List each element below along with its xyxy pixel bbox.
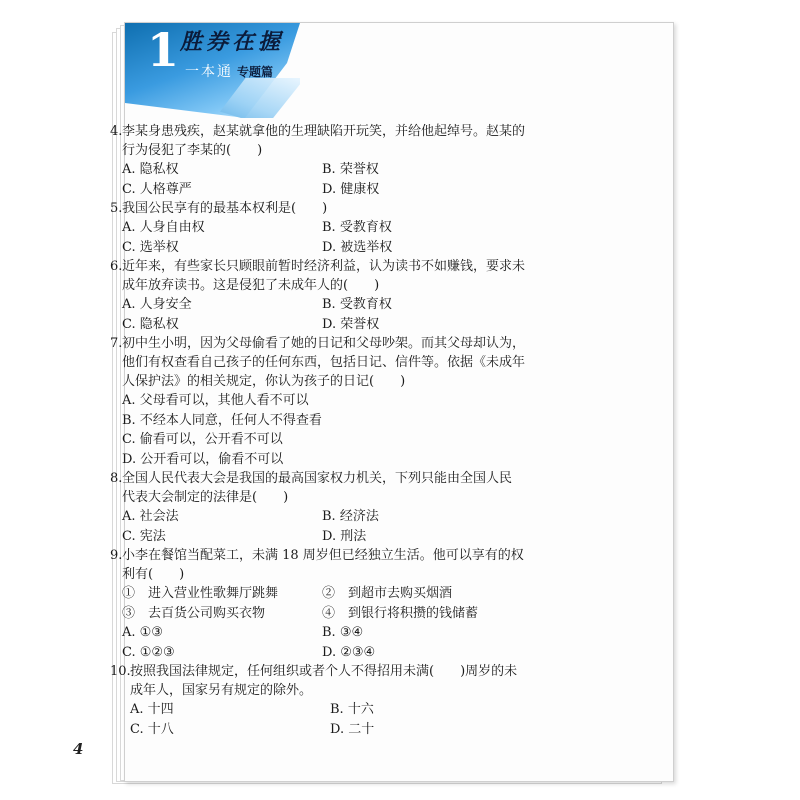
statement-3: ③ 去百货公司购买衣物 <box>122 605 266 621</box>
option-b: B. 不经本人同意，任何人不得查看 <box>122 412 322 428</box>
option-a: A. 十四 <box>130 702 174 717</box>
question-text: 全国人民代表大会是我国的最高国家权力机关，下列只能由全国人民 <box>122 471 513 486</box>
question-6 <box>110 257 540 334</box>
option-b: B. 荣誉权 <box>322 162 379 177</box>
option-b: B. 十六 <box>330 702 374 717</box>
option-a: A. 父母看可以，其他人看不可以 <box>122 393 309 408</box>
question-text: 成年放弃读书。这是侵犯了未成年人的( ) <box>122 278 380 293</box>
question-text: 行为侵犯了李某的( ) <box>122 143 263 158</box>
question-7 <box>110 334 540 469</box>
page-number: 4 <box>73 740 84 758</box>
question-text: 利有( ) <box>122 567 185 582</box>
option-d: D. 二十 <box>330 721 375 737</box>
option-a: A. 隐私权 <box>122 162 179 177</box>
option-a: A. 人身安全 <box>122 297 192 312</box>
chapter-number: 1 <box>147 23 180 77</box>
option-c: C. 十八 <box>130 721 174 737</box>
question-text: 代表大会制定的法律是( ) <box>122 490 289 505</box>
question-8 <box>110 469 540 546</box>
option-a: A. ①③ <box>122 625 163 640</box>
option-d: D. 刑法 <box>322 528 367 544</box>
statement-4: ④ 到银行将积攒的钱储蓄 <box>322 605 479 621</box>
question-text: 他们有权查看自己孩子的任何东西，包括日记、信件等。依据《未成年 <box>122 355 526 370</box>
question-number: 6. <box>110 259 123 274</box>
question-text: 李某身患残疾，赵某就拿他的生理缺陷开玩笑，并给他起绰号。赵某的 <box>122 124 526 139</box>
question-text: 人保护法》的相关规定，你认为孩子的日记( ) <box>122 374 406 389</box>
statement-2: ② 到超市去购买烟酒 <box>322 586 453 601</box>
option-a: A. 社会法 <box>122 509 179 524</box>
series-subtitle: 一本通 <box>185 64 233 80</box>
question-10 <box>110 662 540 739</box>
option-a: A. 人身自由权 <box>122 220 205 235</box>
option-c: C. 选举权 <box>122 239 179 255</box>
question-number: 8. <box>110 471 123 486</box>
question-number: 4. <box>110 124 123 139</box>
statement-1: ① 进入营业性歌舞厅跳舞 <box>122 586 279 601</box>
series-title: 胜券在握 <box>180 29 285 55</box>
option-c: C. 人格尊严 <box>122 181 192 197</box>
option-d: D. 被选举权 <box>322 239 393 255</box>
option-b: B. 受教育权 <box>322 297 392 312</box>
question-list <box>110 122 540 739</box>
question-text: 我国公民享有的最基本权利是( ) <box>122 201 328 216</box>
question-number: 7. <box>110 336 123 351</box>
question-text: 初中生小明，因为父母偷看了她的日记和父母吵架。而其父母却认为， <box>122 336 526 351</box>
header-banner <box>125 23 300 118</box>
question-text: 近年来，有些家长只顾眼前暂时经济利益，认为读书不如赚钱，要求未 <box>122 259 526 274</box>
question-number: 5. <box>110 201 123 216</box>
section-tag: 专题篇 <box>237 65 274 79</box>
question-number: 10. <box>110 664 131 679</box>
option-c: C. 宪法 <box>122 528 166 544</box>
question-text: 按照我国法律规定，任何组织或者个人不得招用未满( )周岁的未 <box>130 664 518 679</box>
option-b: B. ③④ <box>322 625 364 640</box>
question-9 <box>110 546 540 662</box>
question-4 <box>110 122 540 199</box>
option-d: D. 健康权 <box>322 181 380 197</box>
option-d: D. 公开看可以，偷看不可以 <box>122 451 284 467</box>
question-number: 9. <box>110 548 123 563</box>
option-c: C. 偷看可以，公开看不可以 <box>122 432 283 447</box>
question-text: 小李在餐馆当配菜工，未满 18 周岁但已经独立生活。他可以享有的权 <box>122 548 524 563</box>
option-b: B. 经济法 <box>322 509 379 524</box>
option-c: C. 隐私权 <box>122 316 179 332</box>
option-c: C. ①②③ <box>122 644 175 660</box>
option-d: D. ②③④ <box>322 644 376 660</box>
option-b: B. 受教育权 <box>322 220 392 235</box>
question-5 <box>110 199 540 257</box>
option-d: D. 荣誉权 <box>322 316 380 332</box>
question-text: 成年人，国家另有规定的除外。 <box>130 683 313 698</box>
